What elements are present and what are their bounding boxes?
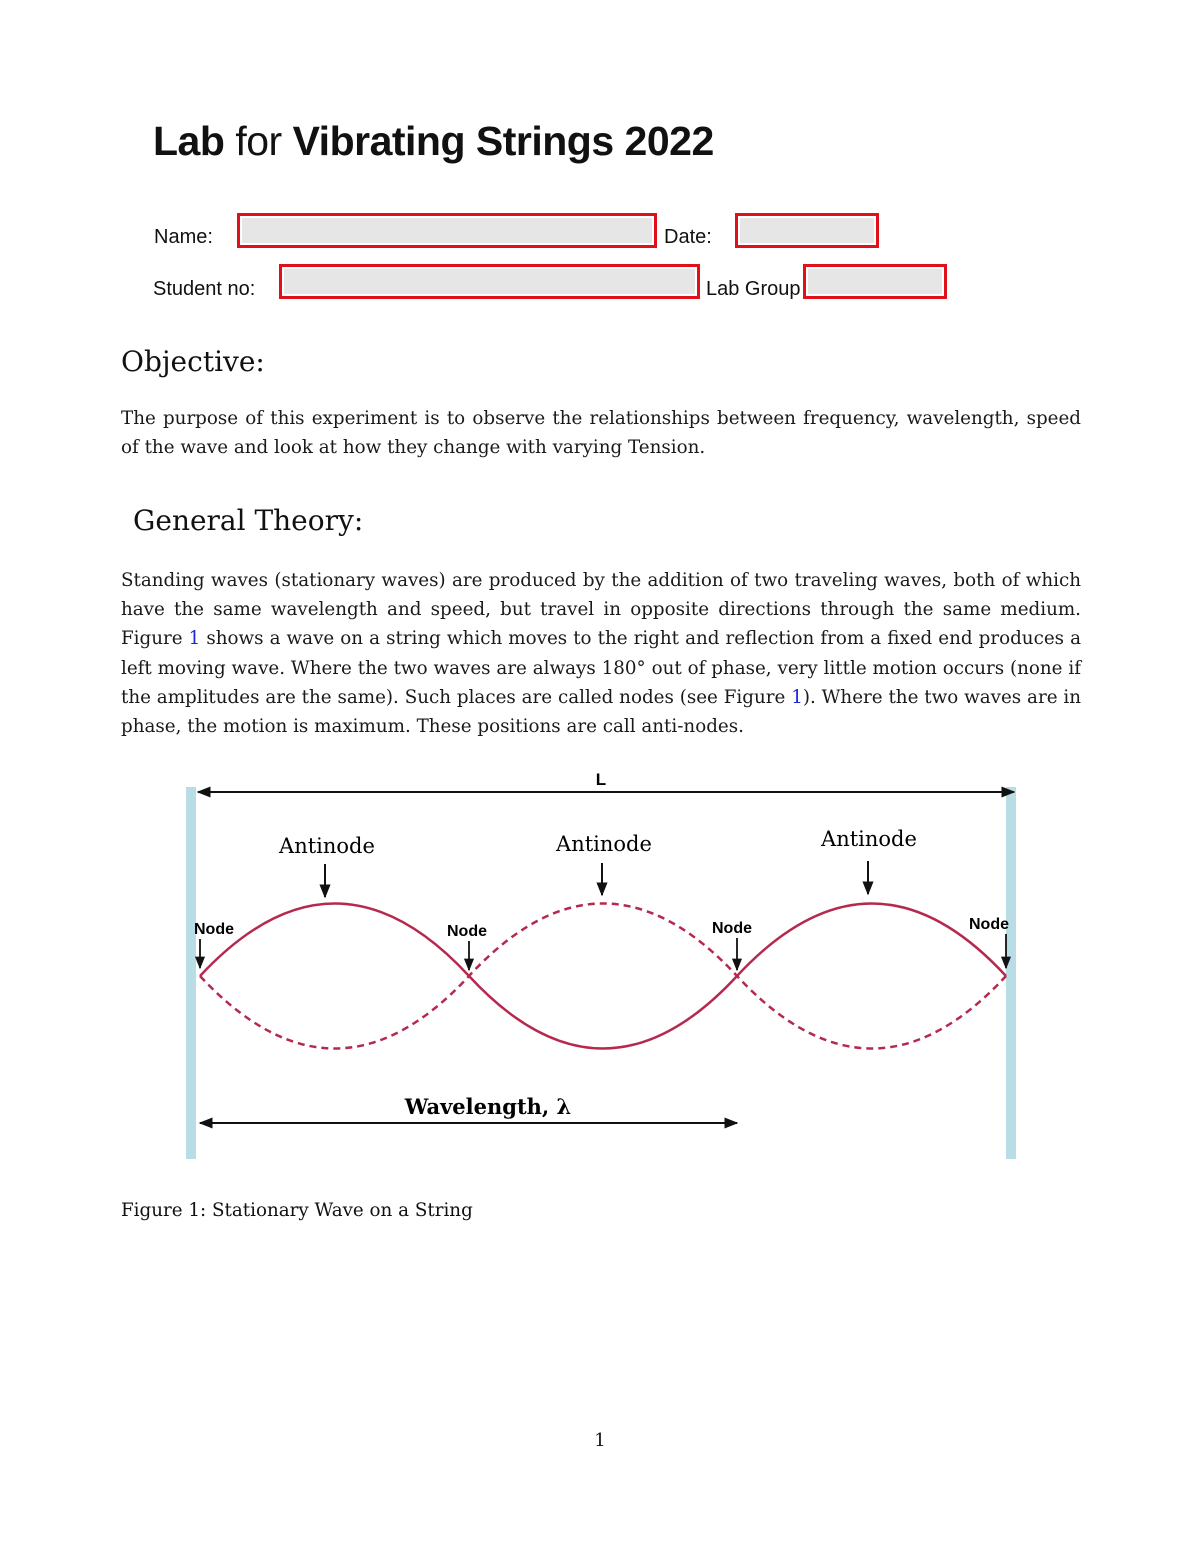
antinode-label: Antinode (556, 832, 652, 856)
date-label: Date: (664, 226, 712, 248)
name-label: Name: (154, 226, 213, 248)
theory-heading: General Theory: (133, 504, 364, 537)
length-label: L (595, 770, 607, 789)
antinode-label: Antinode (279, 834, 375, 858)
date-input[interactable] (740, 218, 874, 243)
wavelength-label: Wavelength, λ (404, 1094, 572, 1119)
theory-text-3: ). Where the two waves are in phase, the motion is maximum. These positions are call anti-nodes. (121, 686, 1082, 738)
lab-group-label: Lab Group (706, 278, 801, 300)
node-label: Node (969, 916, 1009, 933)
date-field[interactable] (735, 213, 879, 248)
student-no-label: Student no: (153, 278, 256, 300)
node-label: Node (447, 923, 487, 940)
student-no-input[interactable] (284, 269, 695, 294)
theory-paragraph (121, 566, 1081, 741)
title-part-subject: Vibrating Strings 2022 (292, 118, 714, 164)
title-part-for: for (235, 118, 282, 164)
figure-reference-link[interactable]: 1 (188, 628, 201, 650)
objective-text: The purpose of this experiment is to observe the relationships between frequency, wavelength, speed of the wave and look at how they change with varying Tension. (121, 408, 1081, 459)
student-no-field[interactable] (279, 264, 700, 299)
document-title (153, 118, 714, 165)
theory-text-2: shows a wave on a string which moves to the right and reflection from a fixed end produces a left moving wave. Where the two waves are always 180° out of phase, very little motion occurs (none if the amplitudes are the same). Such places are called nodes (see Figure (121, 628, 1081, 708)
objective-heading: Objective: (121, 345, 265, 378)
figure-caption: Figure 1: Stationary Wave on a String (121, 1200, 473, 1221)
lab-group-field[interactable] (803, 264, 947, 299)
name-input[interactable] (242, 218, 652, 243)
standing-wave-figure (184, 765, 1019, 1165)
left-wall (186, 787, 196, 1159)
node-label: Node (194, 921, 234, 938)
dashed-wave-path (200, 904, 1006, 1049)
title-part-lab: Lab (153, 118, 225, 164)
name-field[interactable] (237, 213, 657, 248)
lab-group-input[interactable] (808, 269, 942, 294)
solid-wave-path (200, 904, 1006, 1049)
figure-reference-link[interactable]: 1 (791, 686, 803, 708)
node-label: Node (712, 920, 752, 937)
page-number: 1 (594, 1430, 606, 1451)
right-wall (1006, 787, 1016, 1159)
theory-text-1: Standing waves (stationary waves) are produced by the addition of two traveling waves, both of which have the same wavelength and speed, but travel in opposite directions through the same medium. Figure (121, 570, 1081, 650)
antinode-label: Antinode (821, 827, 917, 851)
